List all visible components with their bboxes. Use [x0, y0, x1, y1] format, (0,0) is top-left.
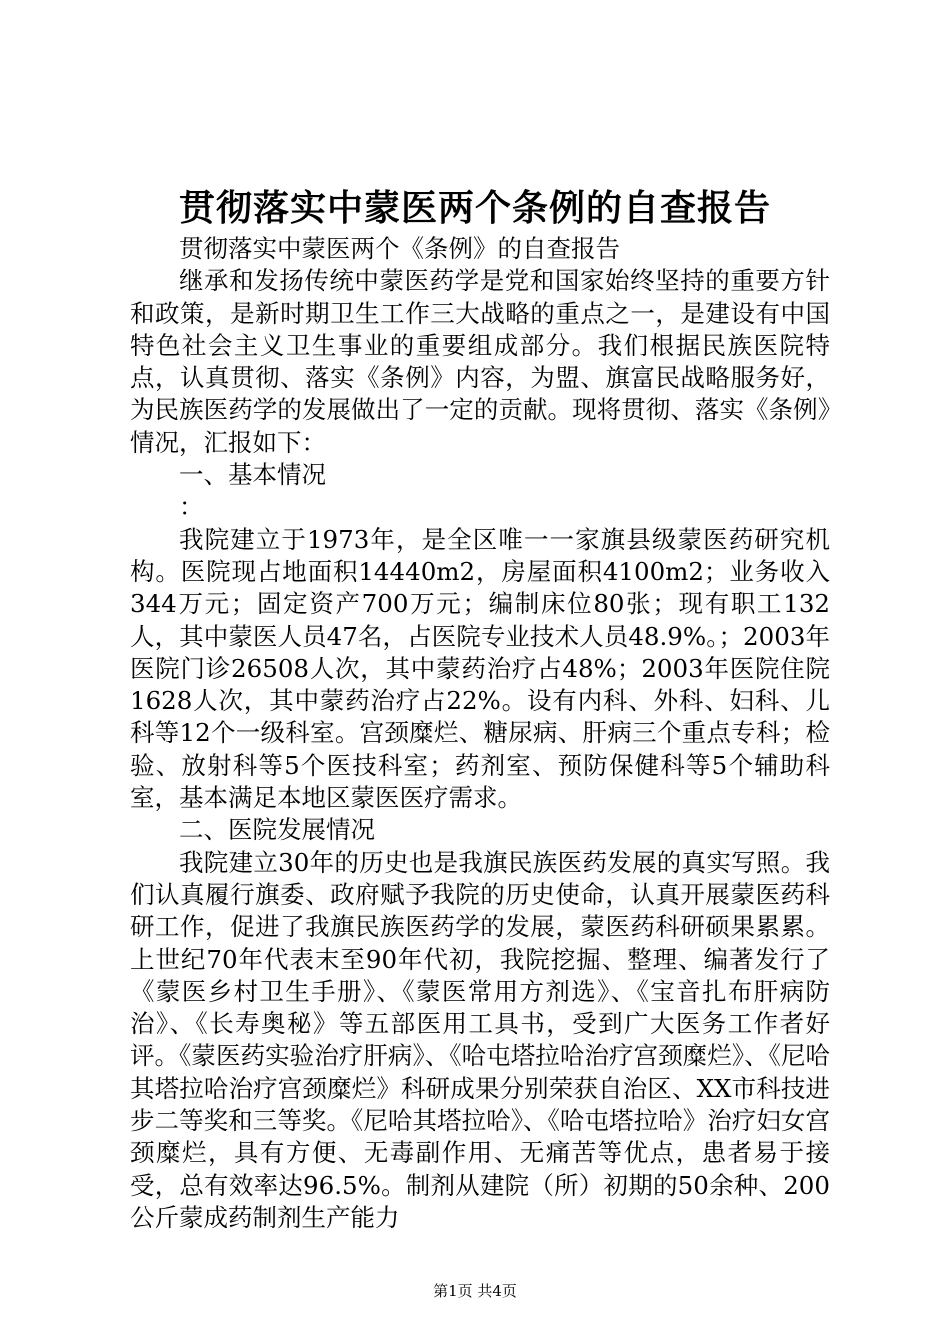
section-heading-basic: 一、基本情况 — [179, 460, 326, 490]
basic-info-paragraph: 我院建立于1973年，是全区唯一一家旗县级蒙医药研究机构。医院现占地面积14440m2，房屋面积4100m2；业务收入344万元；固定资产700万元；编制床位80张；现有职工132人，其中蒙医人员47名，占医院专业技术人员48.9%。；2003年医院门诊26508人次，其中蒙药治疗占48%；2003年医院住院1628人次，其中蒙药治疗占22%。设有内科、外科、妇科、儿科等12个一级科室。宫颈糜烂、糖尿病、肝病三个重点专科；检验、放射科等5个医技科室；药剂室、预防保健科等5个辅助科室，基本满足本地区蒙医医疗需求。 — [130, 524, 830, 813]
document-title: 贯彻落实中蒙医两个条例的自查报告 — [178, 187, 771, 229]
page-footer: 第1页 共4页 — [433, 1282, 517, 1300]
subtitle-paragraph: 贯彻落实中蒙医两个《条例》的自查报告 — [179, 234, 620, 263]
document-body — [130, 233, 830, 1234]
colon-line: ： — [179, 492, 204, 522]
section-heading-development: 二、医院发展情况 — [179, 815, 375, 845]
intro-paragraph: 继承和发扬传统中蒙医药学是党和国家始终坚持的重要方针和政策，是新时期卫生工作三大战略的重点之一，是建设有中国特色社会主义卫生事业的重要组成部分。我们根据民族医院特点，认真贯彻、落实《条例》内容，为盟、旗富民战略服务好，为民族医药学的发展做出了一定的贡献。现将贯彻、落实《条例》情况，汇报如下： — [130, 266, 830, 457]
development-paragraph: 我院建立30年的历史也是我旗民族医药发展的真实写照。我们认真履行旗委、政府赋予我院的历史使命，认真开展蒙医药科研工作，促进了我旗民族医药学的发展，蒙医药科研硕果累累。上世纪70年代表末至90年代初，我院挖掘、整理、编著发行了《蒙医乡村卫生手册》、《蒙医常用方剂选》、《宝音扎布肝病防治》、《长寿奥秘》等五部医用工具书，受到广大医务工作者好评。《蒙医药实验治疗肝病》、《哈屯塔拉哈治疗宫颈糜烂》、《尼哈其塔拉哈治疗宫颈糜烂》科研成果分别荣获自治区、XX市科技进步二等奖和三等奖。《尼哈其塔拉哈》、《哈屯塔拉哈》治疗妇女宫颈糜烂，具有方便、无毒副作用、无痛苦等优点，患者易于接受，总有效率达96.5%。制剂从建院（所）初期的50余种、200公斤蒙成药制剂生产能力 — [130, 847, 830, 1232]
